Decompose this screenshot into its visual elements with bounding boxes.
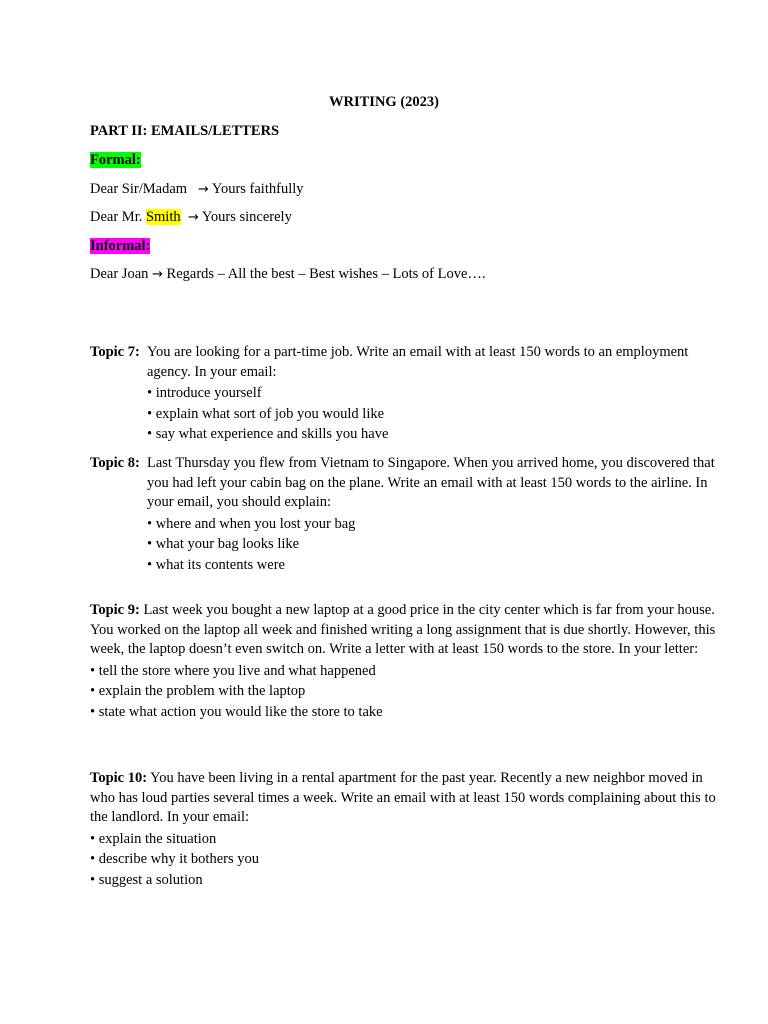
formal-salutation-2-name: Smith <box>145 209 181 225</box>
bullet-item: • say what experience and skills you have <box>147 424 720 445</box>
topic-bullets <box>147 383 720 445</box>
informal-salutation: Dear Joan <box>90 266 149 282</box>
topic-bullets <box>90 661 720 723</box>
right-arrow-icon: → <box>197 182 209 197</box>
formal-label-row <box>90 152 141 169</box>
informal-line <box>90 266 486 283</box>
topic-bullets <box>147 514 720 576</box>
topic-text: You have been living in a rental apartment for the past year. Recently a new neighbor moved in who has loud parties several times a week. Write an email with at least 150 words complaining about this to the landlord. In your email: <box>90 770 716 825</box>
informal-closings: Regards – All the best – Best wishes – Lots of Love…. <box>166 266 486 282</box>
bullet-item: • explain the problem with the laptop <box>90 681 720 702</box>
bullet-item: • what its contents were <box>147 555 720 576</box>
topic-7 <box>90 343 720 445</box>
topic-bullets <box>90 829 720 891</box>
topic-body <box>147 454 720 576</box>
formal-line-1 <box>90 181 304 198</box>
bullet-item: • tell the store where you live and what happened <box>90 661 720 682</box>
formal-closing-2: Yours sincerely <box>201 209 292 225</box>
topic-text: Last week you bought a new laptop at a good price in the city center which is far from your house. You worked on the laptop all week and finished writing a long assignment that is due shortly. However, this week, the laptop doesn’t even switch on. Write a letter with at least 150 words to the store. In your letter: <box>90 602 716 657</box>
topic-label: Topic 8: <box>90 455 140 471</box>
bullet-item: • what your bag looks like <box>147 534 720 555</box>
topic-text: You are looking for a part-time job. Write an email with at least 150 words to an employment agency. In your email: <box>147 344 689 380</box>
informal-label: Informal: <box>90 238 151 254</box>
bullet-item: • introduce yourself <box>147 383 720 404</box>
topic-paragraph <box>90 601 720 660</box>
formal-salutation-2-prefix: Dear Mr. <box>90 209 143 225</box>
bullet-item: • state what action you would like the store to take <box>90 702 720 723</box>
bullet-item: • suggest a solution <box>90 870 720 891</box>
topic-label: Topic 7: <box>90 344 140 360</box>
right-arrow-icon: → <box>187 210 199 225</box>
formal-label: Formal: <box>90 152 141 168</box>
topic-8 <box>90 454 720 576</box>
topic-9 <box>90 601 720 723</box>
bullet-item: • explain what sort of job you would like <box>147 404 720 425</box>
formal-line-2 <box>90 209 292 226</box>
document-title: WRITING (2023) <box>329 94 439 110</box>
bullet-item: • describe why it bothers you <box>90 849 720 870</box>
topic-body <box>147 343 720 445</box>
topic-10 <box>90 769 720 891</box>
part-heading: PART II: EMAILS/LETTERS <box>90 123 280 139</box>
formal-closing-1: Yours faithfully <box>211 181 304 197</box>
topic-label: Topic 10: <box>90 770 148 786</box>
right-arrow-icon: → <box>152 267 163 282</box>
formal-salutation-1: Dear Sir/Madam <box>90 181 188 197</box>
bullet-item: • where and when you lost your bag <box>147 514 720 535</box>
topic-paragraph <box>90 769 720 828</box>
topic-label: Topic 9: <box>90 602 140 618</box>
informal-label-row <box>90 238 150 255</box>
bullet-item: • explain the situation <box>90 829 720 850</box>
topic-text: Last Thursday you flew from Vietnam to Singapore. When you arrived home, you discovered that you had left your cabin bag on the plane. Write an email with at least 150 words to the airline. In your email, you should explain: <box>147 455 715 510</box>
